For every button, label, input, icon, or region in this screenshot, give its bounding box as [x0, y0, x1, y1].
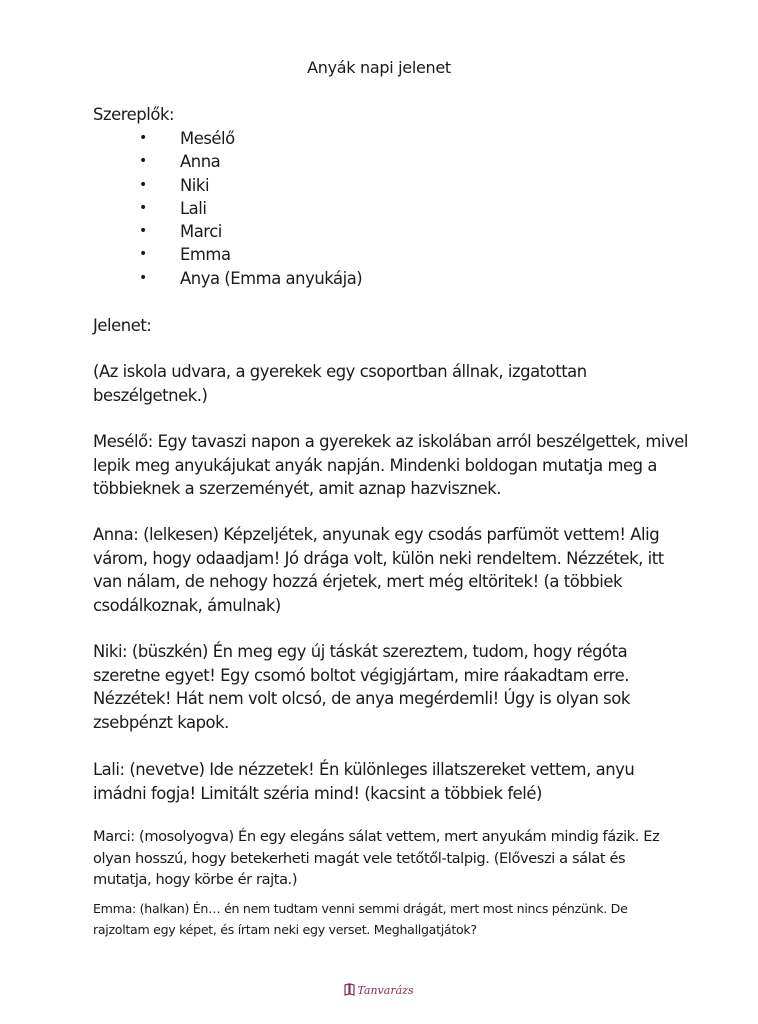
- cast-heading: Szereplők:: [93, 105, 175, 124]
- marci-paragraph: Marci: (mosolyogva) Én egy elegáns sálat vettem, mert anyukám mindig fázik. Ez olyan hosszú, hogy betekerheti magát vele tetőtől-talpig. (Előveszi a sálat és mutatja, hogy körbe ér rajta.): [93, 828, 660, 888]
- cast-item: • Niki: [93, 174, 362, 197]
- stage-direction: (Az iskola udvara, a gyerekek egy csoportban állnak, izgatottan beszélgetnek.): [93, 362, 587, 405]
- cast-item: • Marci: [93, 220, 362, 243]
- bullet-icon: •: [139, 269, 147, 286]
- anna-paragraph: Anna: (lelkesen) Képzeljétek, anyunak egy csodás parfümöt vettem! Alig várom, hogy odaadjam! Jó drága volt, külön neki rendeltem. Nézzétek, itt van nálam, de nehogy hozzá érjetek, mert még eltöritek! (a többiek csodálkoznak, ámulnak): [93, 525, 664, 615]
- cast-item: • Lali: [93, 197, 362, 220]
- bullet-icon: •: [139, 176, 147, 193]
- emma-paragraph: Emma: (halkan) Én… én nem tudtam venni semmi drágát, mert most nincs pénzünk. De rajzoltam egy képet, és írtam neki egy verset. Meghallgatjátok?: [93, 901, 628, 937]
- cast-list: [93, 127, 362, 290]
- bullet-icon: •: [139, 223, 147, 240]
- scene-heading: Jelenet:: [93, 316, 152, 335]
- footer-brand: [0, 983, 758, 999]
- cast-item: • Emma: [93, 243, 362, 266]
- brand-name: Tanvarázs: [357, 984, 414, 997]
- bullet-icon: •: [139, 153, 147, 170]
- narrator-paragraph: Mesélő: Egy tavaszi napon a gyerekek az iskolában arról beszélgettek, mivel lepik meg anyukájukat anyák napján. Mindenki boldogan mutatja meg a többieknek a szerzeményét, amit aznap hazvisznek.: [93, 432, 688, 498]
- lali-paragraph: Lali: (nevetve) Ide nézzetek! Én különleges illatszereket vettem, anyu imádni fogja! Limitált széria mind! (kacsint a többiek felé): [93, 760, 635, 803]
- page-title: Anyák napi jelenet: [307, 58, 451, 77]
- book-icon: [344, 983, 356, 999]
- bullet-icon: •: [139, 246, 147, 263]
- niki-paragraph: Niki: (büszkén) Én meg egy új táskát szereztem, tudom, hogy régóta szeretne egyet! Egy csomó boltot végigjártam, mire ráakadtam erre. Nézzétek! Hát nem volt olcsó, de anya megérdemli! Úgy is olyan sok zsebpénzt kapok.: [93, 642, 630, 732]
- bullet-icon: •: [139, 130, 147, 146]
- cast-item: • Mesélő: [93, 127, 362, 150]
- cast-item: • Anna: [93, 150, 362, 173]
- bullet-icon: •: [139, 199, 147, 216]
- cast-item: • Anya (Emma anyukája): [93, 267, 362, 290]
